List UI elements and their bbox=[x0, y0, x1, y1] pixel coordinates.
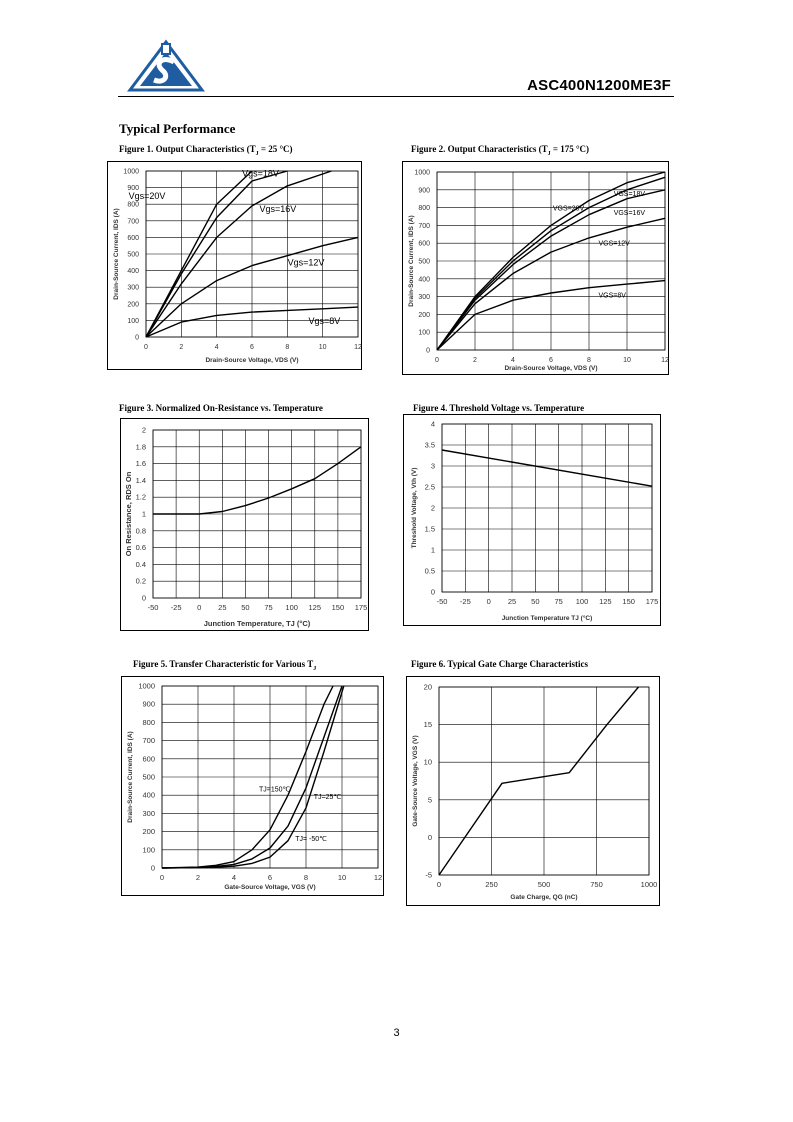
x-axis-label: Gate Charge, QG (nC) bbox=[510, 894, 578, 901]
figure-6-chart bbox=[406, 676, 660, 906]
y-tick-label: 900 bbox=[418, 187, 430, 195]
x-tick-label: 8 bbox=[587, 357, 591, 364]
series-label: VGS=8V bbox=[598, 292, 626, 300]
x-tick-label: 6 bbox=[250, 344, 254, 351]
x-tick-label: 0 bbox=[435, 357, 439, 364]
x-tick-label: -25 bbox=[459, 597, 471, 606]
figure-1-svg bbox=[108, 162, 361, 369]
figure-2-caption: Figure 2. Output Characteristics ($T_J = 175$ °C) bbox=[411, 144, 590, 157]
section-title: Typical Performance bbox=[119, 121, 236, 136]
x-tick-label: 50 bbox=[241, 603, 250, 612]
y-tick-label: 600 bbox=[418, 240, 430, 248]
figure-2-svg bbox=[403, 162, 668, 374]
company-logo-icon bbox=[128, 40, 204, 92]
y-tick-label: 900 bbox=[127, 185, 139, 193]
y-tick-label: 0 bbox=[426, 347, 430, 355]
x-tick-label: 175 bbox=[645, 597, 659, 606]
series-label: VGS=12V bbox=[598, 240, 630, 248]
y-tick-label: 100 bbox=[127, 317, 139, 325]
series-label: VGS=18V bbox=[613, 190, 646, 198]
figure-3-caption: Figure 3. Normalized On-Resistance vs. Temperature bbox=[119, 403, 323, 413]
y-tick-label: 2 bbox=[430, 503, 435, 513]
y-tick-label: 400 bbox=[142, 790, 155, 800]
y-tick-label: 0 bbox=[141, 593, 146, 603]
y-tick-label: 2.5 bbox=[424, 482, 435, 492]
y-tick-label: 1 bbox=[430, 545, 435, 555]
y-tick-label: 0 bbox=[150, 863, 155, 873]
x-axis-label: Drain-Source Voltage, VDS (V) bbox=[504, 365, 598, 372]
series-line bbox=[442, 450, 652, 486]
y-tick-label: 5 bbox=[427, 795, 432, 805]
x-tick-label: 100 bbox=[285, 603, 298, 612]
figure-4-caption: Figure 4. Threshold Voltage vs. Temperature bbox=[413, 403, 585, 413]
y-tick-label: 1.5 bbox=[424, 524, 435, 534]
x-tick-label: 6 bbox=[267, 873, 273, 882]
figure-4-chart bbox=[403, 414, 661, 626]
figure-5-chart bbox=[121, 676, 384, 896]
y-tick-label: 1.2 bbox=[135, 492, 146, 502]
x-tick-label: 10 bbox=[318, 344, 327, 351]
y-tick-label: 4 bbox=[430, 419, 435, 429]
figure-1-chart bbox=[107, 161, 362, 370]
x-tick-label: 0 bbox=[436, 880, 442, 889]
x-tick-label: 750 bbox=[590, 880, 603, 889]
series-label: Vgs=16V bbox=[259, 203, 297, 214]
x-tick-label: -50 bbox=[147, 603, 159, 612]
series-label: Vgs=12V bbox=[287, 257, 325, 268]
x-tick-label: 25 bbox=[507, 597, 517, 606]
series-label: TJ= -50℃ bbox=[295, 836, 327, 844]
y-tick-label: 200 bbox=[142, 827, 155, 837]
y-tick-label: 700 bbox=[127, 218, 139, 226]
y-tick-label: 3.5 bbox=[424, 440, 435, 450]
x-tick-label: 4 bbox=[231, 873, 237, 882]
x-tick-label: 125 bbox=[599, 597, 612, 606]
y-tick-label: 1000 bbox=[123, 168, 139, 176]
x-tick-label: 8 bbox=[285, 344, 290, 351]
y-tick-label: 0.2 bbox=[135, 576, 146, 586]
y-tick-label: 0.6 bbox=[135, 543, 146, 553]
y-tick-label: 100 bbox=[418, 329, 430, 337]
y-axis-label: On Resistance, RDS On bbox=[124, 471, 133, 557]
x-tick-label: 1000 bbox=[640, 880, 658, 889]
x-tick-label: 150 bbox=[331, 603, 345, 612]
x-tick-label: 125 bbox=[308, 603, 322, 612]
y-tick-label: 15 bbox=[423, 720, 432, 730]
figure-1-caption: Figure 1. Output Characteristics ($T_J = 25$ °C) bbox=[119, 144, 293, 157]
y-tick-label: 600 bbox=[142, 754, 155, 764]
x-tick-label: -50 bbox=[436, 597, 448, 606]
x-tick-label: 2 bbox=[473, 357, 477, 364]
y-tick-label: 500 bbox=[127, 251, 139, 259]
y-tick-label: 200 bbox=[418, 311, 430, 319]
x-tick-label: 2 bbox=[195, 873, 201, 882]
x-tick-label: -25 bbox=[170, 603, 182, 612]
y-axis-label: Drain-Source Current, IDS (A) bbox=[408, 215, 415, 307]
y-axis-label: Gate-Source Voltage, VGS (V) bbox=[412, 735, 419, 827]
x-tick-label: 4 bbox=[214, 344, 219, 351]
y-tick-label: 1.8 bbox=[135, 442, 146, 452]
y-tick-label: 500 bbox=[142, 772, 155, 782]
figure-3-chart bbox=[120, 418, 369, 631]
header-divider bbox=[118, 96, 674, 97]
page-number: 3 bbox=[393, 1027, 400, 1039]
y-tick-label: 1.4 bbox=[135, 475, 146, 485]
y-tick-label: 500 bbox=[418, 258, 430, 266]
y-tick-label: 200 bbox=[127, 301, 139, 309]
y-tick-label: 0 bbox=[430, 587, 435, 597]
figure-5-svg bbox=[122, 677, 383, 895]
x-tick-label: 6 bbox=[549, 357, 553, 364]
series-label: Vgs=8V bbox=[308, 316, 341, 327]
x-tick-label: 0 bbox=[144, 344, 148, 351]
x-tick-label: 175 bbox=[354, 603, 368, 612]
series-label: Vgs=18V bbox=[242, 168, 279, 179]
y-axis-label: Drain-Source Current, IDS (A) bbox=[127, 731, 134, 823]
x-tick-label: 75 bbox=[264, 603, 273, 612]
series-label: TJ=25℃ bbox=[313, 794, 342, 802]
y-tick-label: -5 bbox=[425, 870, 432, 880]
y-tick-label: 0 bbox=[135, 334, 139, 342]
y-tick-label: 400 bbox=[418, 276, 430, 284]
x-tick-label: 10 bbox=[623, 357, 631, 364]
series-line bbox=[439, 687, 639, 875]
x-axis-label: Junction Temperature TJ (°C) bbox=[501, 615, 593, 622]
y-tick-label: 1000 bbox=[414, 169, 430, 177]
x-tick-label: 0 bbox=[159, 873, 165, 882]
y-tick-label: 100 bbox=[142, 845, 155, 855]
x-tick-label: 8 bbox=[303, 873, 309, 882]
x-tick-label: 25 bbox=[218, 603, 227, 612]
x-tick-label: 50 bbox=[531, 597, 540, 606]
x-axis-label: Junction Temperature, TJ (°C) bbox=[203, 619, 311, 628]
y-tick-label: 0.5 bbox=[424, 566, 435, 576]
x-tick-label: 12 bbox=[373, 873, 383, 882]
figure-5-caption: Figure 5. Transfer Characteristic for Various $T_J$ bbox=[133, 659, 317, 672]
x-tick-label: 0 bbox=[197, 603, 202, 612]
y-tick-label: 1.6 bbox=[135, 459, 146, 469]
y-tick-label: 2 bbox=[141, 425, 146, 435]
x-tick-label: 10 bbox=[337, 873, 347, 882]
y-axis-label: Threshold Voltage, Vth (V) bbox=[411, 467, 418, 549]
y-tick-label: 900 bbox=[142, 699, 155, 709]
x-tick-label: 12 bbox=[354, 344, 362, 351]
y-tick-label: 300 bbox=[127, 284, 139, 292]
figure-3-svg bbox=[121, 419, 368, 630]
x-tick-label: 500 bbox=[537, 880, 551, 889]
x-axis-label: Gate-Source Voltage, VGS (V) bbox=[224, 884, 316, 891]
y-tick-label: 1 bbox=[141, 509, 146, 519]
x-tick-label: 250 bbox=[485, 880, 498, 889]
y-tick-label: 20 bbox=[423, 682, 432, 692]
y-tick-label: 0 bbox=[427, 832, 432, 842]
y-tick-label: 800 bbox=[127, 201, 139, 209]
x-tick-label: 150 bbox=[622, 597, 635, 606]
y-tick-label: 600 bbox=[127, 234, 139, 242]
y-tick-label: 700 bbox=[142, 736, 155, 746]
y-tick-label: 800 bbox=[418, 205, 430, 213]
y-axis-label: Drain-Source Current, IDS (A) bbox=[113, 208, 120, 300]
figure-6-caption: Figure 6. Typical Gate Charge Characteristics bbox=[411, 659, 588, 669]
x-tick-label: 12 bbox=[661, 357, 669, 364]
y-tick-label: 300 bbox=[418, 294, 430, 302]
figure-4-svg bbox=[404, 415, 660, 625]
y-tick-label: 3 bbox=[430, 461, 435, 471]
x-tick-label: 2 bbox=[179, 344, 184, 351]
part-number: ASC400N1200ME3F bbox=[527, 77, 671, 94]
y-tick-label: 10 bbox=[423, 757, 432, 767]
y-tick-label: 0.4 bbox=[135, 559, 146, 569]
y-tick-label: 300 bbox=[142, 808, 155, 818]
figure-2-chart bbox=[402, 161, 669, 375]
y-tick-label: 700 bbox=[418, 222, 430, 230]
x-tick-label: 75 bbox=[554, 597, 563, 606]
x-tick-label: 100 bbox=[575, 597, 589, 606]
y-tick-label: 400 bbox=[127, 268, 139, 276]
series-label: VGS=16V bbox=[613, 210, 646, 218]
x-tick-label: 0 bbox=[486, 597, 491, 606]
figure-6-svg bbox=[407, 677, 659, 905]
x-tick-label: 4 bbox=[511, 357, 515, 364]
series-label: VGS=20V bbox=[552, 205, 585, 213]
y-tick-label: 0.8 bbox=[135, 526, 146, 536]
series-label: Vgs=20V bbox=[128, 190, 166, 201]
series-label: TJ=150℃ bbox=[259, 786, 291, 794]
x-axis-label: Drain-Source Voltage, VDS (V) bbox=[205, 357, 299, 364]
y-tick-label: 1000 bbox=[138, 681, 155, 691]
y-tick-label: 800 bbox=[142, 717, 155, 727]
